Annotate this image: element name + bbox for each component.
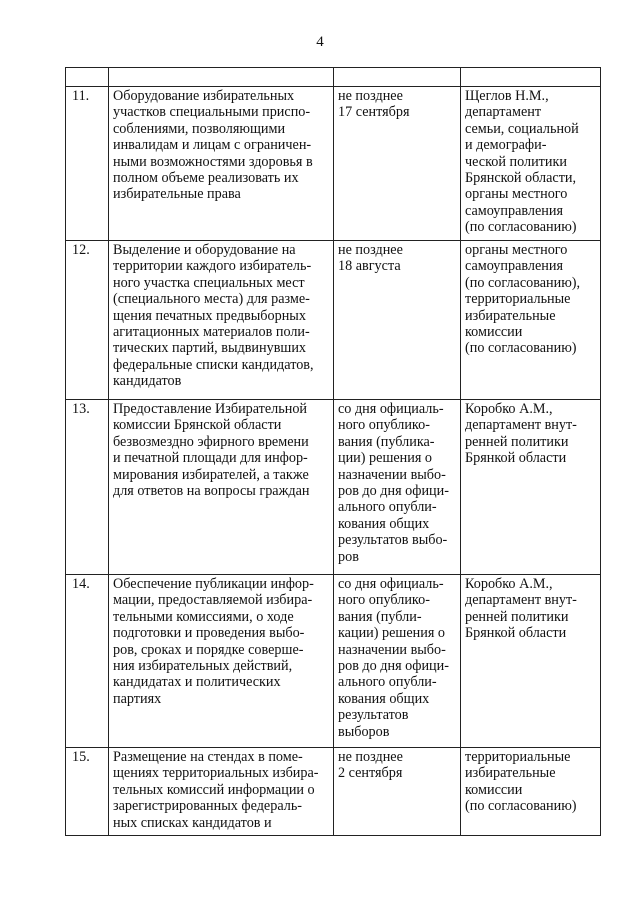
- table-row: [66, 241, 601, 400]
- header-cell-task: [109, 68, 334, 87]
- row-responsible: Щеглов Н.М., департамент семьи, социальной и демографи- ческой политики Брянской области, органы местного самоуправления (по согласованию): [461, 87, 601, 241]
- row-responsible: Коробко А.М., департамент внут- ренней политики Брянкой области: [461, 575, 601, 748]
- row-number: 15.: [66, 748, 109, 836]
- row-responsible: Коробко А.М., департамент внут- ренней политики Брянкой области: [461, 400, 601, 575]
- row-deadline: не позднее 2 сентября: [334, 748, 461, 836]
- row-number: 14.: [66, 575, 109, 748]
- row-responsible: органы местного самоуправления (по согласованию), территориальные избирательные комиссии (по согласованию): [461, 241, 601, 400]
- row-number: 11.: [66, 87, 109, 241]
- table-row: [66, 575, 601, 748]
- row-deadline: со дня официаль- ного опублико- вания (публика- ции) решения о назначении выбо- ров до дня офици- ального опубли- кования общих результатов выбо- ров: [334, 400, 461, 575]
- header-cell-number: [66, 68, 109, 87]
- events-table: [65, 67, 601, 836]
- table-row: [66, 87, 601, 241]
- header-cell-responsible: [461, 68, 601, 87]
- row-number: 12.: [66, 241, 109, 400]
- table-row: [66, 400, 601, 575]
- page-number: 4: [316, 34, 324, 50]
- table-header-row: [66, 68, 601, 87]
- row-task: Оборудование избирательных участков специальными приспо- соблениями, позволяющими инвалидам и лицам с ограничен- ными возможностями здоровья в полном объеме реализовать их избирательные права: [109, 87, 334, 241]
- row-responsible: территориальные избирательные комиссии (по согласованию): [461, 748, 601, 836]
- row-task: Выделение и оборудование на территории каждого избиратель- ного участка специальных мест (специального места) для разме- щения печатных предвыборных агитационных материалов поли- тических партий, выдвинувших федеральные списки кандидатов, кандидатов: [109, 241, 334, 400]
- row-task: Обеспечение публикации инфор- мации, предоставляемой избира- тельными комиссиями, о ходе подготовки и проведения выбо- ров, сроках и порядке соверше- ния избирательных действий, кандидатах и политических партиях: [109, 575, 334, 748]
- row-task: Предоставление Избирательной комиссии Брянской области безвозмездно эфирного времени и печатной площади для инфор- мирования избирателей, а также для ответов на вопросы граждан: [109, 400, 334, 575]
- row-task: Размещение на стендах в поме- щениях территориальных избира- тельных комиссий информации о зарегистрированных федераль- ных списках кандидатов и: [109, 748, 334, 836]
- row-number: 13.: [66, 400, 109, 575]
- table-row: [66, 748, 601, 836]
- header-cell-deadline: [334, 68, 461, 87]
- row-deadline: не позднее 17 сентября: [334, 87, 461, 241]
- row-deadline: не позднее 18 августа: [334, 241, 461, 400]
- row-deadline: со дня официаль- ного опублико- вания (публи- кации) решения о назначении выбо- ров до дня офици- ального опубли- кования общих результатов выборов: [334, 575, 461, 748]
